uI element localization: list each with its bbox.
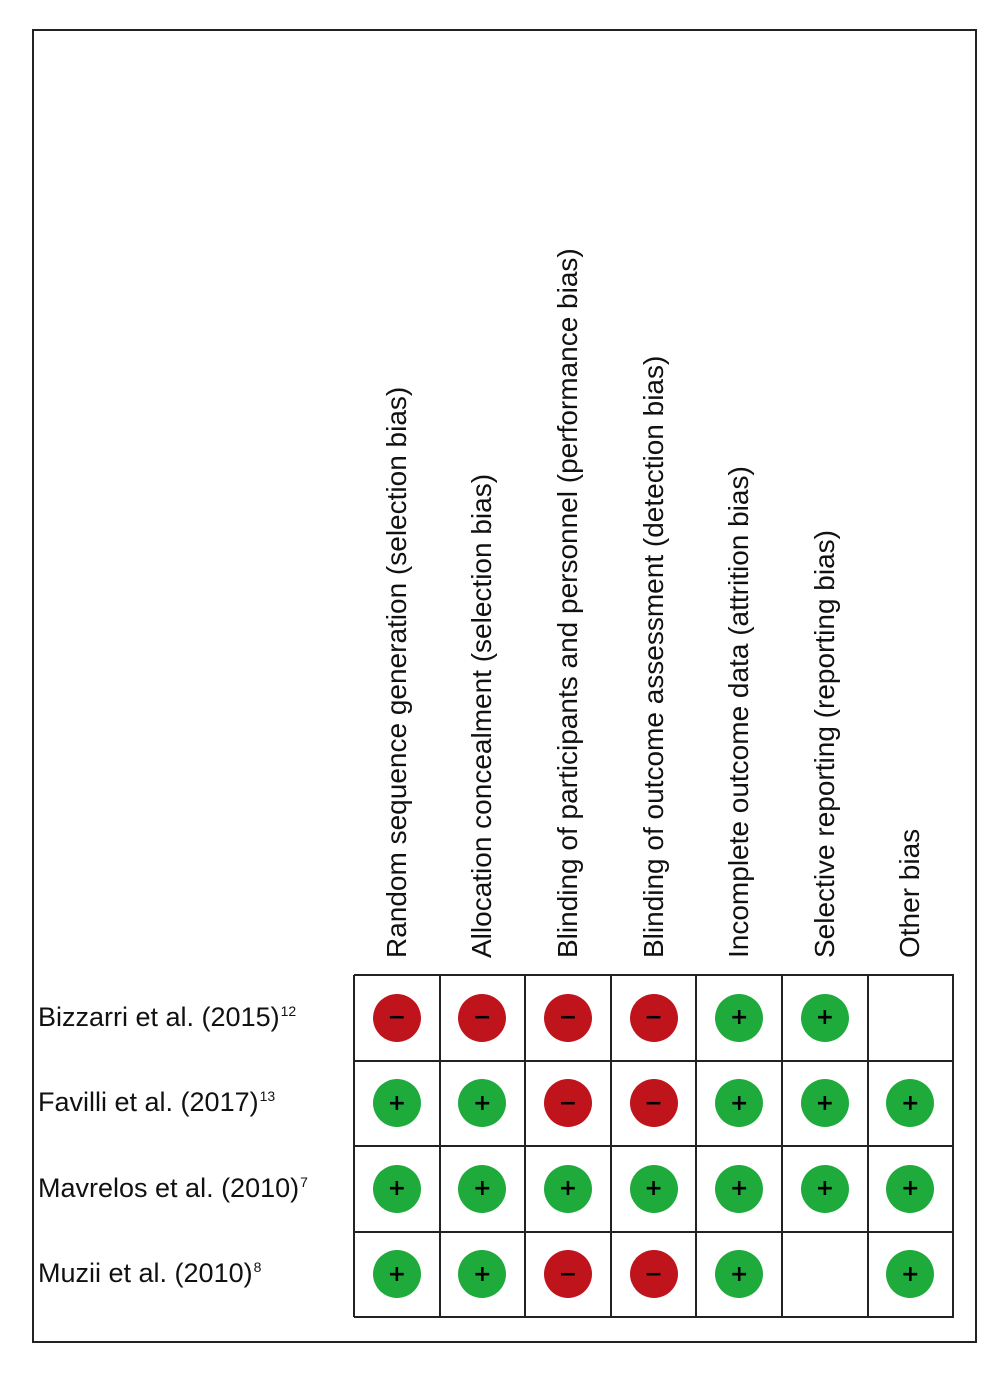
study-label-3	[38, 1172, 308, 1203]
rating-symbol: −	[558, 1005, 578, 1031]
rating-symbol: +	[473, 1176, 492, 1202]
grid-horizontal-line	[354, 1231, 954, 1233]
rating-low-risk-dot	[715, 994, 763, 1042]
rating-symbol: +	[644, 1176, 663, 1202]
rating-low-risk-dot	[801, 994, 849, 1042]
rating-low-risk-dot	[373, 1250, 421, 1298]
rating-symbol: −	[558, 1261, 578, 1287]
study-name: Muzii et al. (2010)	[38, 1258, 253, 1289]
rating-symbol: +	[815, 1005, 835, 1031]
rating-symbol: +	[387, 1261, 407, 1287]
rating-symbol: +	[729, 1005, 749, 1031]
rating-symbol: +	[815, 1176, 835, 1202]
column-header-7: Other bias	[894, 828, 926, 958]
column-header-4: Blinding of outcome assessment (detection bias)	[637, 355, 669, 958]
study-name: Bizzarri et al. (2015)	[38, 1001, 280, 1032]
study-reference: 12	[280, 1002, 297, 1019]
rating-symbol: +	[387, 1176, 407, 1202]
rating-low-risk-dot	[630, 1165, 678, 1213]
rating-symbol: +	[901, 1261, 920, 1287]
rating-low-risk-dot	[801, 1165, 849, 1213]
study-label-4	[38, 1260, 261, 1287]
rating-high-risk-dot	[373, 994, 421, 1042]
rating-low-risk-dot	[458, 1165, 506, 1213]
rating-symbol: −	[387, 1005, 407, 1031]
rating-high-risk-dot	[630, 1079, 678, 1127]
rating-symbol: +	[901, 1090, 920, 1116]
rating-low-risk-dot	[373, 1165, 421, 1213]
rating-symbol: +	[729, 1261, 749, 1287]
rating-symbol: −	[644, 1090, 663, 1116]
study-reference: 13	[259, 1088, 276, 1105]
grid-horizontal-line	[354, 1060, 954, 1062]
rating-symbol: −	[558, 1090, 578, 1116]
study-label-1	[38, 1001, 297, 1032]
study-reference: 8	[253, 1259, 262, 1276]
rating-low-risk-dot	[544, 1165, 592, 1213]
rating-low-risk-dot	[801, 1079, 849, 1127]
rating-symbol: −	[473, 1005, 492, 1031]
grid-horizontal-line	[354, 1316, 954, 1318]
rating-symbol: +	[387, 1090, 407, 1116]
rating-high-risk-dot	[544, 1250, 592, 1298]
column-header-2: Allocation concealment (selection bias)	[466, 473, 498, 958]
column-header-5: Incomplete outcome data (attrition bias)	[723, 466, 755, 958]
study-name: Mavrelos et al. (2010)	[38, 1172, 300, 1203]
rating-low-risk-dot	[886, 1165, 934, 1213]
rating-symbol: +	[729, 1090, 749, 1116]
grid-horizontal-line	[354, 974, 954, 976]
rating-symbol: +	[901, 1176, 920, 1202]
study-reference: 7	[300, 1173, 308, 1190]
study-name: Favilli et al. (2017)	[38, 1087, 259, 1118]
rating-symbol: +	[558, 1176, 578, 1202]
column-header-1: Random sequence generation (selection bias)	[380, 386, 412, 958]
rating-low-risk-dot	[373, 1079, 421, 1127]
rating-symbol: +	[473, 1261, 492, 1287]
rating-high-risk-dot	[544, 994, 592, 1042]
grid-horizontal-line	[354, 1145, 954, 1147]
rating-high-risk-dot	[544, 1079, 592, 1127]
rating-low-risk-dot	[715, 1165, 763, 1213]
study-label-2	[38, 1089, 275, 1116]
rating-symbol: +	[473, 1090, 492, 1116]
rating-symbol: +	[815, 1090, 835, 1116]
column-header-6: Selective reporting (reporting bias)	[808, 530, 840, 958]
rating-symbol: −	[644, 1261, 663, 1287]
rating-high-risk-dot	[630, 1250, 678, 1298]
rating-high-risk-dot	[458, 994, 506, 1042]
rating-symbol: +	[729, 1176, 749, 1202]
rating-high-risk-dot	[630, 994, 678, 1042]
column-header-3: Blinding of participants and personnel (performance bias)	[552, 248, 583, 958]
rating-symbol: −	[644, 1005, 663, 1031]
